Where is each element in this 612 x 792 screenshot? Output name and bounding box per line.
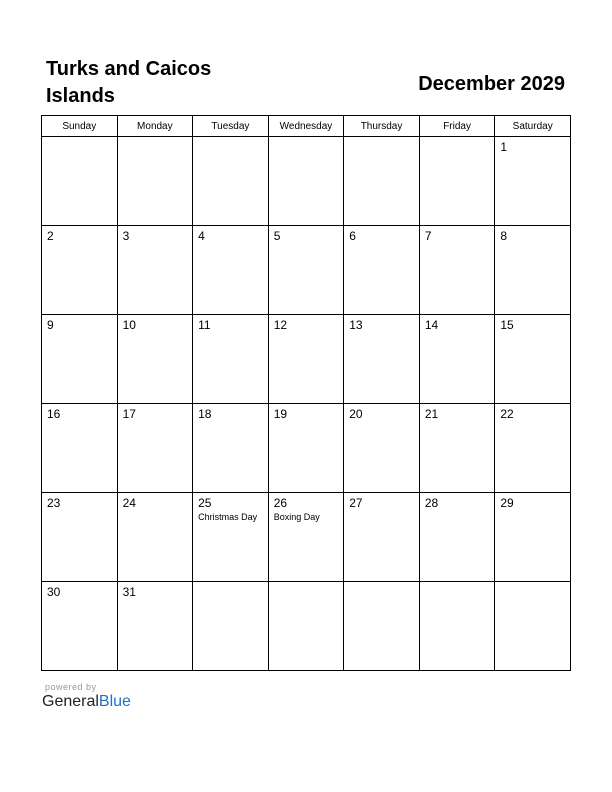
weekday-header: Monday: [117, 116, 193, 137]
day-cell: [344, 315, 420, 404]
day-cell: [268, 582, 344, 671]
day-cell: [268, 226, 344, 315]
brand-logo-part1: General: [42, 693, 99, 710]
day-number: 31: [122, 585, 136, 599]
day-number: [344, 582, 419, 585]
day-number: 1: [500, 140, 508, 154]
day-cell: [268, 493, 344, 582]
day-number: 21: [424, 407, 439, 421]
day-number: 18: [198, 407, 212, 421]
day-cell: [495, 404, 571, 493]
day-cell: [419, 315, 495, 404]
holiday-label: Christmas Day: [198, 512, 258, 522]
day-number: [420, 137, 495, 140]
day-cell: [117, 226, 193, 315]
day-number: 19: [273, 407, 288, 421]
day-number: 14: [424, 318, 439, 332]
day-number: [42, 137, 117, 140]
day-cell: [117, 315, 193, 404]
day-number: 15: [500, 318, 514, 332]
weekday-header: Thursday: [344, 116, 420, 137]
day-number: 7: [424, 229, 432, 243]
weekday-header: Wednesday: [268, 116, 344, 137]
day-cell: [495, 582, 571, 671]
day-cell: [495, 137, 571, 226]
day-cell: [268, 315, 344, 404]
weekday-header: Tuesday: [193, 116, 269, 137]
day-number: 22: [500, 407, 514, 421]
day-number: 28: [424, 496, 439, 510]
day-cell: [268, 404, 344, 493]
day-number: 9: [47, 318, 54, 332]
day-number: 24: [122, 496, 136, 510]
day-cell: [117, 137, 193, 226]
day-cell: [117, 404, 193, 493]
day-cell: [344, 493, 420, 582]
day-cell: [42, 137, 118, 226]
day-cell: [419, 493, 495, 582]
day-number: 25: [198, 496, 212, 510]
day-number: 29: [500, 496, 514, 510]
day-number: 12: [273, 318, 288, 332]
day-number: [495, 582, 570, 585]
brand-logo[interactable]: [42, 693, 131, 711]
day-cell: [419, 137, 495, 226]
weekday-header: Saturday: [495, 116, 571, 137]
day-number: 13: [349, 318, 363, 332]
day-number: 8: [500, 229, 508, 243]
brand-logo-part2: Blue: [98, 693, 131, 710]
country-title: Turks and Caicos Islands: [46, 58, 212, 107]
day-cell: [419, 404, 495, 493]
day-cell: [42, 493, 118, 582]
day-cell: [42, 226, 118, 315]
day-cell: [419, 582, 495, 671]
day-number: [269, 137, 344, 140]
day-number: 17: [122, 407, 136, 421]
day-cell: [117, 582, 193, 671]
day-number: 16: [47, 407, 61, 421]
day-cell: [419, 226, 495, 315]
day-number: 27: [349, 496, 363, 510]
powered-by-label: powered by: [45, 682, 97, 692]
calendar-grid: [41, 115, 571, 671]
week-row: [42, 315, 571, 404]
day-cell: [117, 493, 193, 582]
week-row: [42, 493, 571, 582]
day-number: 6: [349, 229, 356, 243]
day-cell: [495, 315, 571, 404]
day-cell: [344, 137, 420, 226]
day-number: 2: [47, 229, 54, 243]
day-cell: [42, 404, 118, 493]
weekday-header: Friday: [419, 116, 495, 137]
weekday-header: Sunday: [42, 116, 118, 137]
month-year-title: December 2029: [418, 73, 565, 95]
day-number: 5: [273, 229, 281, 243]
holiday-label: Boxing Day: [273, 512, 320, 522]
week-row: [42, 404, 571, 493]
day-cell: [42, 315, 118, 404]
day-cell: [344, 582, 420, 671]
day-number: [344, 137, 419, 140]
day-cell: [495, 226, 571, 315]
day-cell: [344, 226, 420, 315]
day-cell: [193, 493, 269, 582]
day-number: 23: [47, 496, 61, 510]
day-cell: [193, 315, 269, 404]
day-cell: [193, 404, 269, 493]
day-number: [193, 137, 268, 140]
day-number: 10: [122, 318, 136, 332]
week-row: [42, 226, 571, 315]
day-cell: [268, 137, 344, 226]
day-cell: [193, 582, 269, 671]
week-row: [42, 582, 571, 671]
day-cell: [344, 404, 420, 493]
day-cell: [495, 493, 571, 582]
day-number: 11: [198, 318, 211, 332]
day-number: 4: [198, 229, 205, 243]
day-number: 20: [349, 407, 363, 421]
day-number: 3: [122, 229, 130, 243]
day-number: 26: [273, 496, 288, 510]
day-number: [118, 137, 193, 140]
day-cell: [193, 137, 269, 226]
day-cell: [42, 582, 118, 671]
day-number: [193, 582, 268, 585]
day-number: [269, 582, 344, 585]
weekday-header-row: [42, 116, 571, 137]
week-row: [42, 137, 571, 226]
day-cell: [193, 226, 269, 315]
day-number: 30: [47, 585, 61, 599]
day-number: [420, 582, 495, 585]
